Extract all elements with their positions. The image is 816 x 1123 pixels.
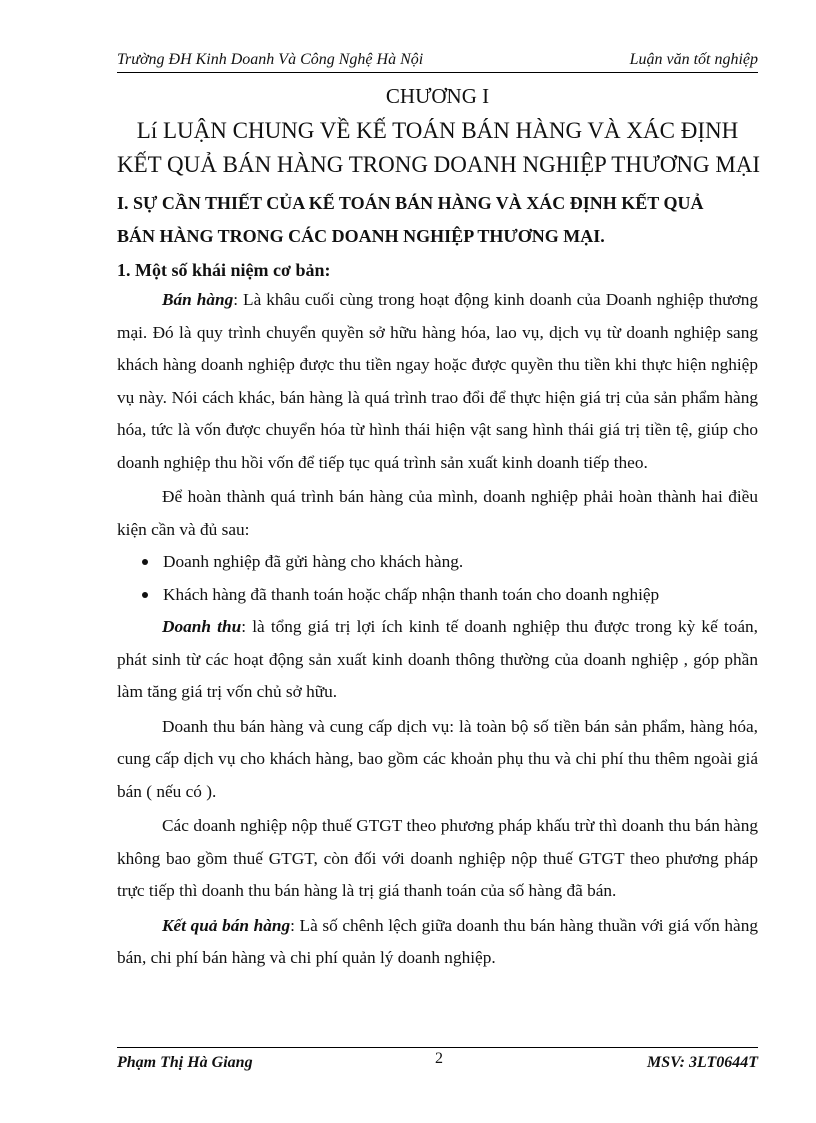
footer-author: Phạm Thị Hà Giang (117, 1054, 253, 1071)
paragraph-gtgt: Các doanh nghiệp nộp thuế GTGT theo phương pháp khấu trừ thì doanh thu bán hàng không bao gồm thuế GTGT, còn đối với doanh nghiệp nộp thuế GTGT theo phương pháp trực tiếp thì doanh thu bán hàng là trị giá thanh toán của số hàng đã bán. (117, 816, 758, 900)
text-doanh-thu: : là tổng giá trị lợi ích kinh tế doanh nghiệp thu được trong kỳ kế toán, phát sinh từ các hoạt động sản xuất kinh doanh thông thường của doanh nghiệp , góp phần làm tăng giá trị vốn chủ sở hữu. (117, 617, 759, 701)
text-ket-qua: : Là số chênh lệch giữa doanh thu bán hàng thuần với giá vốn hàng bán, chi phí bán hàng và chi phí quản lý doanh nghiệp. (117, 915, 758, 967)
paragraph-dieu-kien: Để hoàn thành quá trình bán hàng của mình, doanh nghiệp phải hoàn thành hai điều kiện cần và đủ sau: (117, 487, 758, 539)
bullet-item (117, 579, 758, 612)
header-doc-type: Luận văn tốt nghiệp (629, 51, 758, 68)
subsection-heading: 1. Một số khái niệm cơ bản: (117, 260, 331, 280)
section-heading-line-1: I. SỰ CẦN THIẾT CỦA KẾ TOÁN BÁN HÀNG VÀ XÁC ĐỊNH KẾT QUẢ (117, 193, 704, 213)
paragraph-ket-qua (117, 910, 758, 975)
paragraph-ban-hang (117, 284, 758, 479)
term-ban-hang: Bán hàng (162, 290, 234, 309)
bullet-item (117, 546, 758, 579)
body-text (117, 284, 758, 975)
footer-student-id: MSV: 3LT0644T (647, 1054, 758, 1071)
bullet-text: Khách hàng đã thanh toán hoặc chấp nhận thanh toán cho doanh nghiệp (163, 584, 660, 604)
paragraph-doanh-thu (117, 611, 758, 709)
section-heading-line-2: BÁN HÀNG TRONG CÁC DOANH NGHIỆP THƯƠNG MẠI. (117, 226, 605, 246)
term-doanh-thu: Doanh thu (162, 617, 242, 636)
bullet-icon (142, 559, 148, 565)
bullet-icon (142, 592, 148, 598)
text-ban-hang: : Là khâu cuối cùng trong hoạt động kinh doanh của Doanh nghiệp thương mại. Đó là quy trình chuyển quyền sở hữu hàng hóa, lao vụ, dịch vụ từ doanh nghiệp sang khách hàng doanh nghiệp được thu tiền ngay hoặc được quyền thu tiền khi thực hiện nghiệp vụ này. Nói cách khác, bán hàng là quá trình trao đổi để thực hiện giá trị của sản phẩm hàng hóa, tức là vốn được chuyển hóa từ hình thái hiện vật sang hình thái giá trị tiền tệ, giúp cho doanh nghiệp thu hồi vốn để tiếp tục quá trình sản xuất kinh doanh tiếp theo. (117, 290, 758, 472)
page-number: 2 (435, 1050, 443, 1067)
chapter-title-line-2: KẾT QUẢ BÁN HÀNG TRONG DOANH NGHIỆP THƯƠNG MẠI (117, 152, 761, 177)
term-ket-qua: Kết quả bán hàng (162, 915, 291, 935)
bullet-text: Doanh nghiệp đã gửi hàng cho khách hàng. (163, 552, 464, 571)
chapter-heading: CHƯƠNG I (385, 84, 490, 108)
chapter-title-line-1: Lí LUẬN CHUNG VỀ KẾ TOÁN BÁN HÀNG VÀ XÁC ĐỊNH (136, 118, 739, 143)
page-footer (117, 1047, 758, 1074)
paragraph-doanh-thu-ban-hang: Doanh thu bán hàng và cung cấp dịch vụ: là toàn bộ số tiền bán sản phẩm, hàng hóa, cung cấp dịch vụ cho khách hàng, bao gồm các khoản phụ thu và chi phí thu thêm ngoài giá bán ( nếu có ). (117, 716, 758, 801)
page-header (117, 50, 758, 73)
header-school: Trường ĐH Kinh Doanh Và Công Nghệ Hà Nội (117, 51, 424, 68)
